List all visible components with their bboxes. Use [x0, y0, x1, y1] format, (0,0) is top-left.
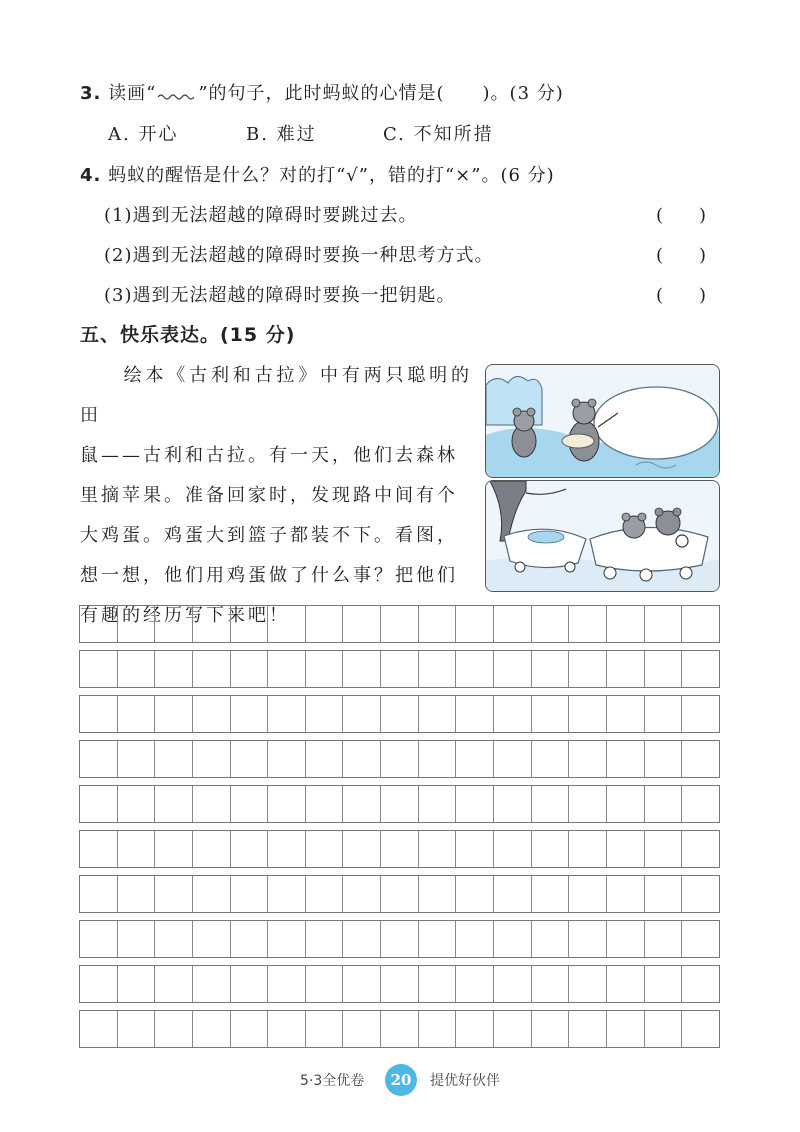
- grid-cell[interactable]: [231, 651, 269, 687]
- grid-row: [79, 875, 720, 913]
- page-number-badge: [385, 1064, 417, 1096]
- grid-cell[interactable]: [419, 741, 457, 777]
- grid-cell[interactable]: [343, 786, 381, 822]
- grid-cell[interactable]: [306, 786, 344, 822]
- grid-cell[interactable]: [419, 966, 457, 1002]
- grid-cell[interactable]: [381, 876, 419, 912]
- option-a: A. 开心: [108, 124, 179, 145]
- answer-blank-1[interactable]: ( ): [656, 205, 707, 226]
- grid-cell[interactable]: [193, 966, 231, 1002]
- page-number: 20: [390, 1071, 412, 1089]
- grid-cell[interactable]: [268, 1011, 306, 1047]
- grid-cell[interactable]: [456, 651, 494, 687]
- grid-cell[interactable]: [456, 696, 494, 732]
- illustration-mice-find-egg: [485, 364, 720, 478]
- grid-cell[interactable]: [118, 966, 156, 1002]
- section-title: 五、快乐表达。(15 分): [80, 324, 296, 346]
- mice-egg-image: [486, 365, 719, 477]
- grid-cell[interactable]: [607, 741, 645, 777]
- grid-cell[interactable]: [494, 696, 532, 732]
- grid-cell[interactable]: [607, 696, 645, 732]
- grid-cell[interactable]: [118, 741, 156, 777]
- judge-item-2: (2)遇到无法超越的障碍时要换一种思考方式。: [104, 245, 494, 266]
- grid-cell[interactable]: [193, 921, 231, 957]
- grid-cell[interactable]: [155, 606, 193, 642]
- grid-cell[interactable]: [80, 876, 118, 912]
- grid-cell[interactable]: [155, 1011, 193, 1047]
- grid-cell[interactable]: [569, 741, 607, 777]
- prompt-line: 里摘苹果。准备回家时，发现路中间有个: [80, 485, 458, 506]
- grid-cell[interactable]: [231, 606, 269, 642]
- grid-cell[interactable]: [494, 651, 532, 687]
- grid-cell[interactable]: [682, 696, 719, 732]
- answer-blank-2[interactable]: ( ): [656, 245, 707, 266]
- grid-cell[interactable]: [607, 786, 645, 822]
- grid-cell[interactable]: [231, 786, 269, 822]
- grid-cell[interactable]: [268, 696, 306, 732]
- grid-cell[interactable]: [682, 786, 719, 822]
- grid-cell[interactable]: [569, 831, 607, 867]
- grid-cell[interactable]: [306, 651, 344, 687]
- grid-cell[interactable]: [682, 921, 719, 957]
- judge-item-1: (1)遇到无法超越的障碍时要跳过去。: [104, 205, 418, 226]
- grid-cell[interactable]: [419, 876, 457, 912]
- grid-cell[interactable]: [456, 966, 494, 1002]
- grid-cell[interactable]: [419, 651, 457, 687]
- grid-cell[interactable]: [682, 741, 719, 777]
- grid-cell[interactable]: [231, 921, 269, 957]
- grid-cell[interactable]: [682, 606, 719, 642]
- grid-cell[interactable]: [645, 1011, 683, 1047]
- grid-cell[interactable]: [231, 876, 269, 912]
- grid-cell[interactable]: [494, 831, 532, 867]
- grid-cell[interactable]: [231, 696, 269, 732]
- grid-cell[interactable]: [645, 741, 683, 777]
- grid-cell[interactable]: [80, 786, 118, 822]
- grid-cell[interactable]: [607, 876, 645, 912]
- grid-row: [79, 785, 720, 823]
- grid-cell[interactable]: [268, 966, 306, 1002]
- grid-cell[interactable]: [456, 1011, 494, 1047]
- grid-cell[interactable]: [456, 831, 494, 867]
- grid-cell[interactable]: [118, 876, 156, 912]
- prompt-paragraph: [80, 356, 472, 636]
- prompt-line: 鼠——古利和古拉。有一天，他们去森林: [80, 445, 458, 466]
- grid-cell[interactable]: [231, 966, 269, 1002]
- footer-brand: 5·3全优卷: [300, 1073, 365, 1089]
- question-text-b: ”的句子，此时蚂蚁的心情是( )。(3 分): [198, 83, 564, 104]
- grid-cell[interactable]: [381, 831, 419, 867]
- grid-cell[interactable]: [532, 651, 570, 687]
- grid-cell[interactable]: [494, 921, 532, 957]
- question-text-a: 读画“: [108, 83, 157, 104]
- grid-cell[interactable]: [155, 651, 193, 687]
- grid-cell[interactable]: [268, 606, 306, 642]
- grid-cell[interactable]: [645, 696, 683, 732]
- grid-cell[interactable]: [607, 651, 645, 687]
- grid-cell[interactable]: [306, 831, 344, 867]
- grid-cell[interactable]: [381, 786, 419, 822]
- prompt-line: 大鸡蛋。鸡蛋大到篮子都装不下。看图，: [80, 525, 458, 546]
- grid-cell[interactable]: [306, 921, 344, 957]
- grid-cell[interactable]: [645, 966, 683, 1002]
- grid-cell[interactable]: [532, 921, 570, 957]
- grid-cell[interactable]: [532, 741, 570, 777]
- grid-cell[interactable]: [268, 786, 306, 822]
- grid-cell[interactable]: [682, 651, 719, 687]
- grid-cell[interactable]: [155, 741, 193, 777]
- grid-cell[interactable]: [118, 606, 156, 642]
- grid-cell[interactable]: [569, 786, 607, 822]
- grid-cell[interactable]: [494, 1011, 532, 1047]
- grid-cell[interactable]: [494, 966, 532, 1002]
- grid-cell[interactable]: [231, 1011, 269, 1047]
- grid-cell[interactable]: [118, 696, 156, 732]
- grid-cell[interactable]: [343, 1011, 381, 1047]
- grid-cell[interactable]: [306, 1011, 344, 1047]
- grid-cell[interactable]: [456, 921, 494, 957]
- grid-cell[interactable]: [532, 1011, 570, 1047]
- judge-item-3: (3)遇到无法超越的障碍时要换一把钥匙。: [104, 285, 456, 306]
- grid-cell[interactable]: [682, 876, 719, 912]
- grid-cell[interactable]: [118, 651, 156, 687]
- prompt-line: 想一想，他们用鸡蛋做了什么事？把他们: [80, 565, 458, 586]
- grid-cell[interactable]: [268, 741, 306, 777]
- grid-cell[interactable]: [80, 741, 118, 777]
- grid-cell[interactable]: [645, 831, 683, 867]
- wavy-underline-icon: [156, 87, 198, 101]
- grid-cell[interactable]: [532, 606, 570, 642]
- grid-cell[interactable]: [193, 696, 231, 732]
- grid-cell[interactable]: [118, 831, 156, 867]
- grid-cell[interactable]: [343, 921, 381, 957]
- grid-cell[interactable]: [494, 876, 532, 912]
- grid-cell[interactable]: [343, 831, 381, 867]
- grid-cell[interactable]: [193, 876, 231, 912]
- question-text: 蚂蚁的醒悟是什么？对的打“√”，错的打“×”。(6 分): [108, 165, 555, 186]
- grid-cell[interactable]: [155, 831, 193, 867]
- grid-cell[interactable]: [494, 741, 532, 777]
- grid-cell[interactable]: [569, 1011, 607, 1047]
- grid-cell[interactable]: [569, 651, 607, 687]
- grid-cell[interactable]: [645, 786, 683, 822]
- question-number: 4.: [80, 165, 102, 186]
- grid-cell[interactable]: [532, 966, 570, 1002]
- grid-cell[interactable]: [118, 1011, 156, 1047]
- grid-cell[interactable]: [569, 606, 607, 642]
- grid-cell[interactable]: [381, 921, 419, 957]
- grid-cell[interactable]: [494, 786, 532, 822]
- egg-car-image: [486, 481, 719, 591]
- grid-cell[interactable]: [306, 696, 344, 732]
- grid-row: [79, 1010, 720, 1048]
- grid-cell[interactable]: [419, 786, 457, 822]
- grid-cell[interactable]: [193, 831, 231, 867]
- grid-cell[interactable]: [419, 1011, 457, 1047]
- grid-cell[interactable]: [569, 966, 607, 1002]
- grid-cell[interactable]: [682, 966, 719, 1002]
- grid-cell[interactable]: [456, 786, 494, 822]
- grid-cell[interactable]: [118, 921, 156, 957]
- grid-cell[interactable]: [268, 921, 306, 957]
- grid-row: [79, 650, 720, 688]
- grid-row: [79, 740, 720, 778]
- grid-cell[interactable]: [569, 876, 607, 912]
- grid-cell[interactable]: [306, 606, 344, 642]
- grid-cell[interactable]: [231, 831, 269, 867]
- grid-cell[interactable]: [607, 606, 645, 642]
- grid-row: [79, 830, 720, 868]
- grid-cell[interactable]: [607, 921, 645, 957]
- grid-cell[interactable]: [80, 966, 118, 1002]
- grid-cell[interactable]: [343, 606, 381, 642]
- grid-cell[interactable]: [306, 966, 344, 1002]
- grid-cell[interactable]: [155, 921, 193, 957]
- grid-cell[interactable]: [682, 1011, 719, 1047]
- grid-cell[interactable]: [419, 606, 457, 642]
- grid-cell[interactable]: [306, 876, 344, 912]
- grid-cell[interactable]: [343, 741, 381, 777]
- grid-cell[interactable]: [80, 921, 118, 957]
- grid-cell[interactable]: [456, 606, 494, 642]
- grid-cell[interactable]: [456, 741, 494, 777]
- grid-row: [79, 605, 720, 643]
- option-c: C. 不知所措: [383, 124, 494, 145]
- grid-cell[interactable]: [569, 921, 607, 957]
- grid-cell[interactable]: [381, 966, 419, 1002]
- grid-cell[interactable]: [419, 921, 457, 957]
- grid-cell[interactable]: [80, 606, 118, 642]
- grid-cell[interactable]: [532, 831, 570, 867]
- grid-cell[interactable]: [155, 696, 193, 732]
- grid-cell[interactable]: [682, 831, 719, 867]
- prompt-line: 绘本《古利和古拉》中有两只聪明的田: [80, 365, 472, 426]
- grid-cell[interactable]: [231, 741, 269, 777]
- grid-cell[interactable]: [532, 696, 570, 732]
- grid-cell[interactable]: [419, 831, 457, 867]
- answer-blank-3[interactable]: ( ): [656, 285, 707, 306]
- grid-cell[interactable]: [306, 741, 344, 777]
- grid-cell[interactable]: [607, 831, 645, 867]
- grid-row: [79, 920, 720, 958]
- grid-cell[interactable]: [381, 696, 419, 732]
- grid-cell[interactable]: [193, 786, 231, 822]
- grid-cell[interactable]: [419, 696, 457, 732]
- grid-cell[interactable]: [80, 651, 118, 687]
- grid-cell[interactable]: [645, 921, 683, 957]
- question-3: [80, 79, 564, 105]
- grid-cell[interactable]: [569, 696, 607, 732]
- grid-cell[interactable]: [532, 876, 570, 912]
- grid-cell[interactable]: [381, 651, 419, 687]
- grid-cell[interactable]: [645, 876, 683, 912]
- grid-cell[interactable]: [381, 606, 419, 642]
- option-b: B. 难过: [246, 124, 317, 145]
- grid-cell[interactable]: [193, 606, 231, 642]
- grid-row: [79, 965, 720, 1003]
- grid-cell[interactable]: [80, 1011, 118, 1047]
- grid-cell[interactable]: [268, 831, 306, 867]
- grid-cell[interactable]: [343, 876, 381, 912]
- grid-cell[interactable]: [607, 1011, 645, 1047]
- grid-cell[interactable]: [193, 1011, 231, 1047]
- grid-cell[interactable]: [645, 651, 683, 687]
- writing-grid[interactable]: [79, 605, 720, 1055]
- grid-cell[interactable]: [193, 651, 231, 687]
- grid-cell[interactable]: [155, 786, 193, 822]
- grid-cell[interactable]: [343, 696, 381, 732]
- grid-cell[interactable]: [532, 786, 570, 822]
- illustration-egg-car: [485, 480, 720, 592]
- grid-cell[interactable]: [456, 876, 494, 912]
- grid-cell[interactable]: [193, 741, 231, 777]
- prompt-line: 有趣的经历写下来吧！: [80, 605, 290, 626]
- grid-cell[interactable]: [268, 651, 306, 687]
- grid-cell[interactable]: [343, 966, 381, 1002]
- grid-cell[interactable]: [80, 696, 118, 732]
- grid-cell[interactable]: [118, 786, 156, 822]
- grid-cell[interactable]: [381, 741, 419, 777]
- grid-cell[interactable]: [155, 966, 193, 1002]
- question-4: [80, 161, 555, 187]
- grid-cell[interactable]: [155, 876, 193, 912]
- grid-cell[interactable]: [381, 1011, 419, 1047]
- grid-cell[interactable]: [645, 606, 683, 642]
- question-number: 3.: [80, 83, 102, 104]
- grid-cell[interactable]: [80, 831, 118, 867]
- grid-cell[interactable]: [494, 606, 532, 642]
- grid-cell[interactable]: [268, 876, 306, 912]
- grid-cell[interactable]: [343, 651, 381, 687]
- grid-cell[interactable]: [607, 966, 645, 1002]
- grid-row: [79, 695, 720, 733]
- footer-slogan: 提优好伙伴: [430, 1073, 500, 1089]
